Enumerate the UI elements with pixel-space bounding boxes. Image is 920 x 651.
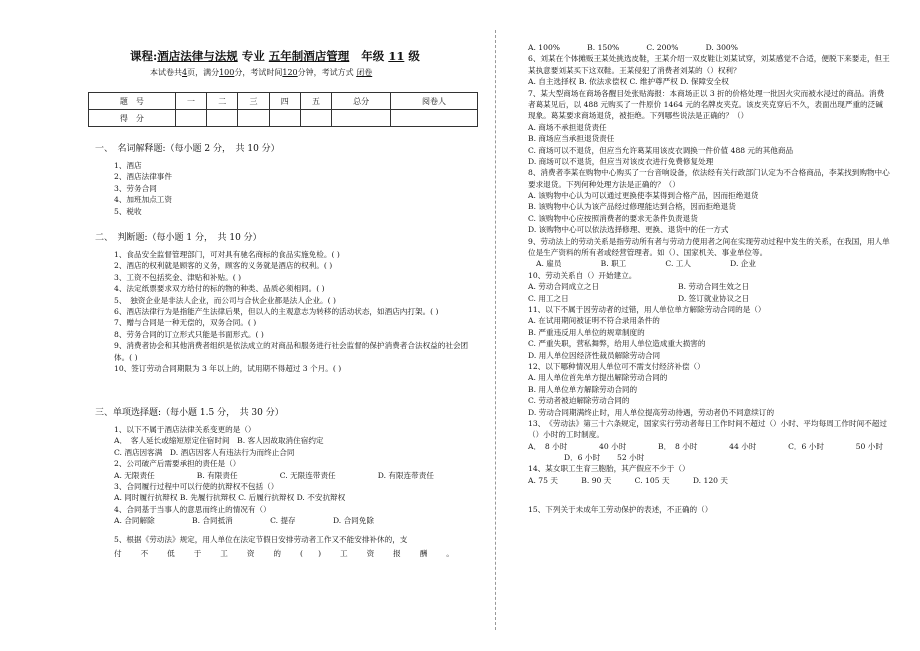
right-column <box>528 42 890 516</box>
option: A. 自主选择权 B. 依法求偿权 C. 维护尊严权 D. 保障安全权 <box>528 77 729 87</box>
option: D. 该购物中心可以依法选择修理、更换、退货中的任一方式 <box>528 225 729 235</box>
question-3: 3、合同履行过程中可以行使的抗辩权不包括（） <box>114 481 279 491</box>
option: A. 该购物中心认为可以通过更换使李某得到合格产品，因而拒绝退货 <box>528 191 759 201</box>
option: D．6 小时 <box>564 453 601 463</box>
list-item: 3、劳务合同 <box>114 183 157 193</box>
options-row <box>528 441 883 452</box>
option: C. 提存 <box>270 516 296 526</box>
option: A. 同时履行抗辩权 B. 先履行抗辩权 C. 后履行抗辩权 D. 不安抗辩权 <box>114 493 346 503</box>
options-grid <box>528 281 890 304</box>
question-5-cont: 付 不 低 于 工 资 的 ( ) 工 资 报 酬 。 <box>114 548 454 558</box>
options-row <box>528 475 728 486</box>
question-14: 14、某女职工生育三胞胎，其产假应不少于（） <box>528 464 690 474</box>
list-item: 7、赠与合同是一种无偿的，双务合同。( ) <box>114 318 257 328</box>
list-item: 8、劳务合同的订立形式只能是书面形式。( ) <box>114 329 264 339</box>
option: D. 商场可以不退货，但应当对该皮衣进行免费修复处理 <box>528 156 714 166</box>
question-15: 15、下列关于未成年工劳动保护的表述，不正确的（） <box>528 505 713 515</box>
option: A. 100% <box>528 43 561 52</box>
option: D. 劳动合同期满终止时，用人单位提高劳动待遇，劳动者仍不同意续订的 <box>528 407 775 417</box>
option: B. 90 天 <box>581 475 612 485</box>
options-row <box>114 470 434 481</box>
option: B. 有限责任 <box>196 470 238 480</box>
option: A. 雇员 <box>536 259 562 269</box>
option: 44 小时 <box>729 441 757 451</box>
option: D. 合同免除 <box>332 516 374 526</box>
section3-items <box>114 424 476 559</box>
option: C. 劳动者被迫解除劳动合同的 <box>528 396 630 406</box>
column-divider <box>495 30 496 630</box>
option: 40 小时 <box>599 441 627 451</box>
major-name: 五年制酒店管理 <box>268 49 350 63</box>
option: B． 8 小时 <box>658 441 698 451</box>
option: A. 劳动合同成立之日 <box>528 282 600 292</box>
options-row <box>114 515 374 526</box>
options-row <box>528 258 756 269</box>
option: C. 用工之日 <box>528 293 569 303</box>
question-2: 2、公司破产后需要承担的责任是（） <box>114 459 241 469</box>
list-item: 9、消费者协会和其他消费者组织是依法成立的对商品和服务进行社会监督的保护消费者合法权益的社会团体。( ) <box>114 341 469 362</box>
section1-items <box>114 160 474 217</box>
option: D. 300% <box>705 43 738 52</box>
option: D. 签订就业协议之日 <box>678 293 750 303</box>
exam-title: 课程:酒店法律与法规 专业 五年制酒店管理 年级 11 级 <box>130 49 420 63</box>
list-item: 4、法定纸票要求双方给付的标的物的种类、品质必须相同。( ) <box>114 284 325 294</box>
option: B. 劳动合同生效之日 <box>678 282 750 292</box>
option: C．6 小时 <box>788 441 824 451</box>
list-item: 4、加班加点工资 <box>114 195 172 205</box>
question-5: 5、根据《劳动法》规定，用人单位在法定节假日安排劳动者工作又不能安排补休的，支 <box>114 534 408 544</box>
option: B. 商场应当承担退货责任 <box>528 134 615 144</box>
list-item: 10、签订劳动合同期限为 3 年以上的，试用期不得超过 3 个月。( ) <box>114 363 342 373</box>
option: A. 商场不承担退货责任 <box>528 122 607 132</box>
option: B. 合同抵消 <box>191 516 233 526</box>
list-item: 2、酒店的权利就是顾客的义务，顾客的义务就是酒店的权利。( ) <box>114 261 333 271</box>
list-item: 3、工资不包括奖金、津贴和补贴。( ) <box>114 272 242 282</box>
option: C. 105 天 <box>634 475 670 485</box>
grade-value: 11 <box>388 49 405 63</box>
option: C. 工人 <box>665 259 691 269</box>
list-item: 5、 独资企业是非法人企业，而公司与合伙企业都是法人企业。( ) <box>114 295 336 305</box>
list-item: 2、酒店法律事件 <box>114 172 172 182</box>
options-row <box>528 42 738 53</box>
question-4: 4、合同基于当事人的意思而终止的情况有（） <box>114 504 271 514</box>
question-12: 12、以下哪种情况用人单位可不需支付经济补偿（） <box>528 361 705 371</box>
question-6: 6、刘某在个体摊贩王某处挑选皮鞋，王某介绍一双皮鞋让刘某试穿，刘某感觉不合适，便脱下来要走，但王某执意要刘某买下这双鞋。王某侵犯了消费者刘某的（）权利？ <box>528 54 890 75</box>
section3-heading: 三、单项选择题:（每小题 1.5 分， 共 30 分） <box>95 408 284 418</box>
option: D. 120 天 <box>692 475 728 485</box>
option: A. 在试用期间被证明不符合录用条件的 <box>528 316 660 326</box>
option: B. 该购物中心认为该产品经过修理能达到合格，因而拒绝退货 <box>528 202 736 212</box>
section2-items <box>114 249 476 374</box>
option: A. 用人单位首先单方提出解除劳动合同的 <box>528 373 668 383</box>
option: C. 严重失职，营私舞弊，给用人单位造成重大损害的 <box>528 339 706 349</box>
option: 52 小时 <box>617 453 645 463</box>
option: 50 小时 <box>855 441 883 451</box>
option: B. 严重违反用人单位的规章制度的 <box>528 327 645 337</box>
option: B. 职工 <box>600 259 627 269</box>
option: D. 企业 <box>730 259 756 269</box>
score-table-score-row: 得 分 <box>89 110 478 127</box>
option: B. 用人单位单方解除劳动合同的 <box>528 384 638 394</box>
question-13: 13、 《劳动法》第三十六条规定，国家实行劳动者每日工作时间不超过（）小时、平均每周工作时间不超过（）小时的工时制度。 <box>528 418 887 440</box>
exam-info: 本试卷共4页，满分100分，考试时间120分钟，考试方式 闭卷 <box>150 68 373 77</box>
option: A． 客人延长或缩短原定住宿时间 B. 客人因故取消住宿约定 <box>114 436 324 446</box>
option: D. 有限连带责任 <box>377 470 434 480</box>
section1-heading: 一、 名词解释题:（每小题 2 分， 共 10 分） <box>95 144 280 154</box>
list-item: 5、税收 <box>114 206 142 216</box>
score-table-header-row: 题 号 一 二 三 四 五 总分 阅卷人 <box>89 93 478 110</box>
list-item: 1、酒店 <box>114 161 142 170</box>
section2-heading: 二、 判断题:（每小题 1 分， 共 10 分） <box>95 233 262 243</box>
question-8: 8、消费者李某在购物中心购买了一台音响设备，依法经有关行政部门认定为不合格商品，李某找到购物中心要求退货。下列何种处理方法是正确的？（） <box>528 168 890 189</box>
option: A. 无限责任 <box>114 470 155 480</box>
option: C. 无限连带责任 <box>279 470 336 480</box>
option: C. 酒店因客满 D. 酒店因客人有违法行为而终止合同 <box>114 447 295 457</box>
option: C. 该购物中心应按照消费者的要求无条件负责退货 <box>528 213 698 223</box>
list-item: 1、食品安全监督管理部门，可对具有驰名商标的食品实施免检。( ) <box>114 250 340 259</box>
option: C. 200% <box>646 43 679 52</box>
options-row <box>528 452 890 463</box>
option: D. 用人单位因经济性裁员解除劳动合同 <box>528 350 661 360</box>
option: A. 合同解除 <box>114 516 155 526</box>
score-table <box>88 92 478 127</box>
question-10: 10、劳动关系自（）开始建立。 <box>528 270 637 280</box>
question-11: 11、以下不属于因劳动者的过错，用人单位单方解除劳动合同的是（） <box>528 304 766 314</box>
option: A. 75 天 <box>528 475 558 485</box>
option: C. 商场可以不退货，但应当允许葛某用该皮衣调换一件价值 488 元的其他商品 <box>528 145 794 155</box>
list-item: 6、酒店法律行为是指能产生法律后果，但以人的主观意志为转移的活动状态，如酒店内打架。( ) <box>114 306 439 316</box>
question-9: 9、劳动法上的劳动关系是指劳动所有者与劳动力使用者之间在实现劳动过程中发生的关系，在我国，用人单位是生产资料的所有者或经营管理者。如（）、国家机关、事业单位等。 <box>528 236 890 258</box>
option: B. 150% <box>587 43 620 52</box>
question-1: 1、以下不属于酒店法律关系变更的是（） <box>114 425 256 434</box>
question-7: 7、某大型商场在商场各醒目处张贴海报：本商场正以 3 折的价格处理一批因火灾而被水浸过的商品。消费者葛某见后，以 488 元购买了一件原价 1464 元的名牌皮夹克。该皮夹克穿后不久，表面出现严重的泛碱现象。葛某要求商场退货，被拒绝。下列哪些说法是正确的？（） <box>528 88 885 121</box>
course-name: 酒店法律与法规 <box>157 49 238 63</box>
option: A． 8 小时 <box>528 441 568 451</box>
